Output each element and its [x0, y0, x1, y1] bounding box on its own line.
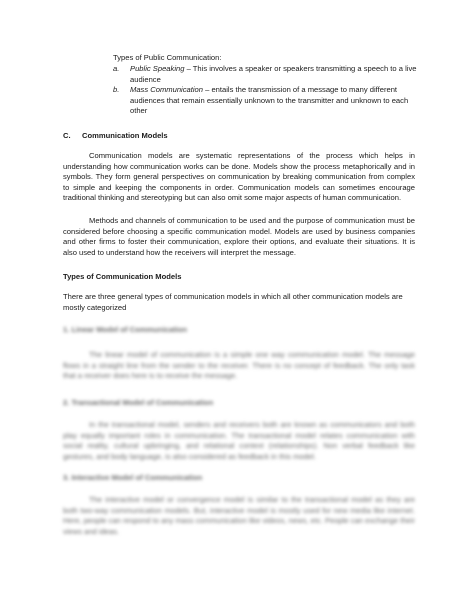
types-models-title: Types of Communication Models — [63, 272, 182, 281]
transactional-model-title: 2. Transactional Model of Communication — [63, 398, 214, 407]
interactive-model-text: The interactive model or convergence model is similar to the transactional model as they are both two-way communication models. But, interactive model is mostly used for new media like internet. Here, people can respond to any mass communication like videos, news, etc. People can exchange their views and ideas. — [63, 495, 415, 536]
desc-mass-communication: – entails the transmission of a message to many different audiences that remain essentially unknown to the transmitter and unknown to each other — [130, 85, 409, 116]
section-c-paragraph-2: Methods and channels of communication to be used and the purpose of communication must be considered before choosing a specific communication model. Models are used by business companies and other firms to foster their communication, explore their options, and evaluate their situations. It is also used to understand how the receivers will interpret the message. — [63, 216, 415, 257]
list-marker: a. — [113, 64, 120, 73]
interactive-model-title: 3. Interactive Model of Communication — [63, 473, 203, 482]
linear-model-text: The linear model of communication is a simple one way communication model. The message flows in a straight line from the sender to the receiver. There is no concept of feedback. The only task that a receiver does here is to receive the message. — [63, 350, 415, 381]
term-mass-communication: Mass Communication — [130, 85, 204, 94]
section-c-title: Communication Models — [82, 131, 168, 140]
types-models-intro: There are three general types of communication models in which all other communication models are mostly categorized — [63, 292, 403, 312]
list-marker: b. — [113, 85, 120, 94]
section-c-marker: C. — [63, 131, 71, 140]
list-item-text — [130, 64, 432, 85]
linear-model-title: 1. Linear Model of Communication — [63, 325, 188, 334]
list-item-text — [130, 85, 422, 117]
term-public-speaking: Public Speaking — [130, 64, 185, 73]
types-public-heading: Types of Public Communication: — [113, 53, 222, 62]
transactional-model-text: In the transactional model, senders and receivers both are known as communicators and both play equally important roles in communication. The transactional model relates communication with social reality, cultural upbringing, and relational context (relationships). Non verbal feedback like gestures, and body language, is also considered as feedback in this model. — [63, 420, 415, 461]
desc-public-speaking: – This involves a speaker or speakers transmitting a speech to a live audience — [130, 64, 417, 84]
section-c-paragraph-1: Communication models are systematic representations of the process which helps in understanding how communication works can be done. Models show the process metaphorically and in symbols. They form general perspectives on communication by breaking communication from complex to simple and keeping the components in order. Communication models can sometimes encourage traditional thinking and stereotyping but can also omit some major aspects of human communication. — [63, 151, 415, 203]
